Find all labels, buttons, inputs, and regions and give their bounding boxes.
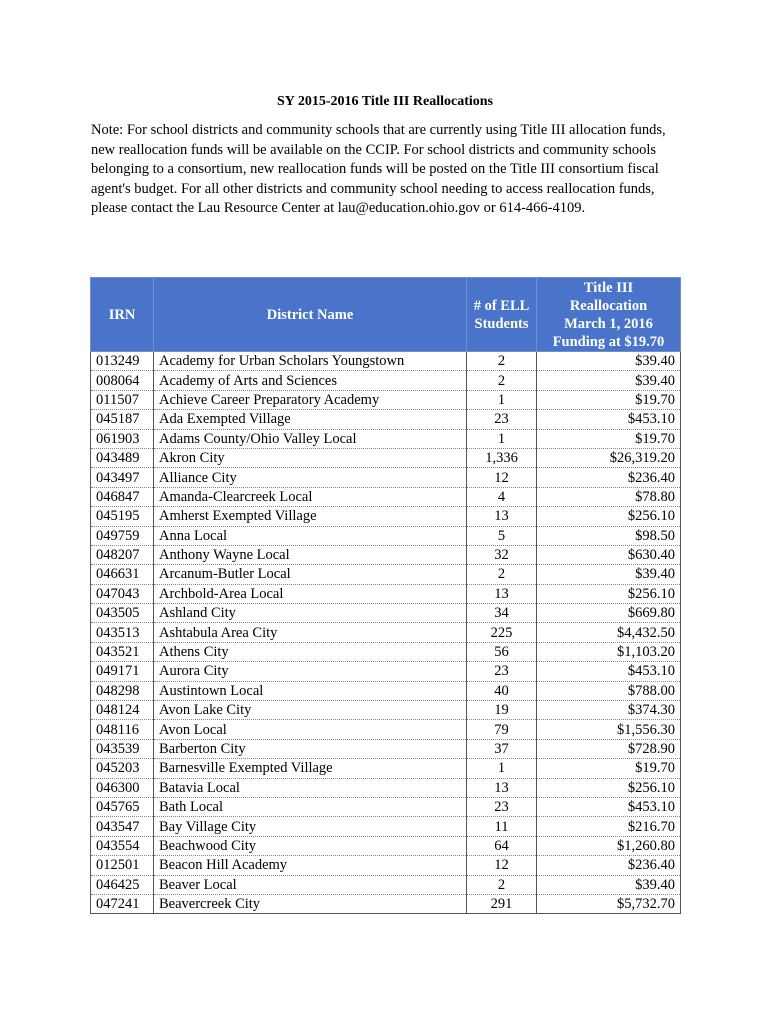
- cell-district-name: Ashtabula Area City: [154, 623, 467, 642]
- header-realloc-line-3: March 1, 2016: [564, 315, 653, 332]
- cell-irn: 011507: [91, 390, 154, 409]
- cell-reallocation-amount: $236.40: [537, 468, 681, 487]
- cell-ell-count: 79: [467, 720, 537, 739]
- cell-district-name: Achieve Career Preparatory Academy: [154, 390, 467, 409]
- cell-irn: 049171: [91, 662, 154, 681]
- cell-ell-count: 56: [467, 642, 537, 661]
- cell-ell-count: 37: [467, 739, 537, 758]
- cell-ell-count: 4: [467, 487, 537, 506]
- cell-ell-count: 23: [467, 410, 537, 429]
- table-row: [91, 797, 681, 816]
- cell-reallocation-amount: $256.10: [537, 584, 681, 603]
- cell-reallocation-amount: $1,103.20: [537, 642, 681, 661]
- page-title: SY 2015-2016 Title III Reallocations: [277, 94, 493, 109]
- cell-ell-count: 2: [467, 352, 537, 371]
- cell-reallocation-amount: $256.10: [537, 778, 681, 797]
- cell-district-name: Austintown Local: [154, 681, 467, 700]
- cell-ell-count: 1: [467, 390, 537, 409]
- table-row: [91, 856, 681, 875]
- cell-district-name: Alliance City: [154, 468, 467, 487]
- cell-irn: 046300: [91, 778, 154, 797]
- reallocations-table: [90, 277, 681, 914]
- cell-district-name: Archbold-Area Local: [154, 584, 467, 603]
- cell-reallocation-amount: $19.70: [537, 759, 681, 778]
- table-row: [91, 623, 681, 642]
- cell-ell-count: 19: [467, 701, 537, 720]
- cell-ell-count: 1: [467, 759, 537, 778]
- cell-district-name: Academy for Urban Scholars Youngstown: [154, 352, 467, 371]
- cell-district-name: Anna Local: [154, 526, 467, 545]
- cell-reallocation-amount: $728.90: [537, 739, 681, 758]
- cell-ell-count: 34: [467, 604, 537, 623]
- cell-irn: 061903: [91, 429, 154, 448]
- cell-irn: 043539: [91, 739, 154, 758]
- cell-irn: 043554: [91, 836, 154, 855]
- cell-district-name: Amherst Exempted Village: [154, 507, 467, 526]
- cell-district-name: Beaver Local: [154, 875, 467, 894]
- table-row: [91, 526, 681, 545]
- cell-reallocation-amount: $19.70: [537, 429, 681, 448]
- header-realloc-line-1: Title III: [583, 279, 634, 296]
- cell-district-name: Amanda-Clearcreek Local: [154, 487, 467, 506]
- cell-district-name: Batavia Local: [154, 778, 467, 797]
- header-irn: IRN: [91, 278, 154, 352]
- table-row: [91, 720, 681, 739]
- cell-district-name: Ashland City: [154, 604, 467, 623]
- cell-reallocation-amount: $630.40: [537, 545, 681, 564]
- cell-district-name: Athens City: [154, 642, 467, 661]
- cell-district-name: Anthony Wayne Local: [154, 545, 467, 564]
- table-row: [91, 662, 681, 681]
- cell-ell-count: 40: [467, 681, 537, 700]
- table-row: [91, 429, 681, 448]
- table-row: [91, 545, 681, 564]
- table-row: [91, 390, 681, 409]
- cell-reallocation-amount: $256.10: [537, 507, 681, 526]
- cell-reallocation-amount: $19.70: [537, 390, 681, 409]
- cell-reallocation-amount: $453.10: [537, 797, 681, 816]
- cell-irn: 045765: [91, 797, 154, 816]
- cell-ell-count: 291: [467, 894, 537, 913]
- table-row: [91, 584, 681, 603]
- cell-ell-count: 2: [467, 875, 537, 894]
- cell-reallocation-amount: $39.40: [537, 371, 681, 390]
- cell-ell-count: 11: [467, 817, 537, 836]
- cell-irn: 047241: [91, 894, 154, 913]
- header-reallocation: [537, 278, 681, 352]
- cell-district-name: Adams County/Ohio Valley Local: [154, 429, 467, 448]
- cell-reallocation-amount: $26,319.20: [537, 448, 681, 467]
- table-row: [91, 410, 681, 429]
- table-row: [91, 759, 681, 778]
- cell-irn: 008064: [91, 371, 154, 390]
- cell-reallocation-amount: $1,260.80: [537, 836, 681, 855]
- cell-district-name: Beavercreek City: [154, 894, 467, 913]
- cell-ell-count: 13: [467, 778, 537, 797]
- cell-irn: 043521: [91, 642, 154, 661]
- cell-reallocation-amount: $669.80: [537, 604, 681, 623]
- cell-ell-count: 5: [467, 526, 537, 545]
- cell-district-name: Aurora City: [154, 662, 467, 681]
- cell-district-name: Academy of Arts and Sciences: [154, 371, 467, 390]
- cell-irn: 043547: [91, 817, 154, 836]
- cell-irn: 045187: [91, 410, 154, 429]
- cell-ell-count: 2: [467, 565, 537, 584]
- table-row: [91, 448, 681, 467]
- cell-district-name: Avon Lake City: [154, 701, 467, 720]
- cell-irn: 043489: [91, 448, 154, 467]
- table-row: [91, 565, 681, 584]
- cell-irn: 049759: [91, 526, 154, 545]
- cell-district-name: Arcanum-Butler Local: [154, 565, 467, 584]
- header-district-name: District Name: [154, 278, 467, 352]
- cell-ell-count: 13: [467, 507, 537, 526]
- cell-ell-count: 32: [467, 545, 537, 564]
- cell-district-name: Barnesville Exempted Village: [154, 759, 467, 778]
- cell-ell-count: 64: [467, 836, 537, 855]
- header-ell-students: [467, 278, 537, 352]
- cell-reallocation-amount: $236.40: [537, 856, 681, 875]
- table-row: [91, 487, 681, 506]
- cell-irn: 043513: [91, 623, 154, 642]
- table-row: [91, 352, 681, 371]
- table-row: [91, 507, 681, 526]
- cell-reallocation-amount: $98.50: [537, 526, 681, 545]
- table-row: [91, 371, 681, 390]
- cell-irn: 046425: [91, 875, 154, 894]
- cell-irn: 046631: [91, 565, 154, 584]
- cell-irn: 043497: [91, 468, 154, 487]
- cell-irn: 047043: [91, 584, 154, 603]
- cell-irn: 043505: [91, 604, 154, 623]
- cell-district-name: Bath Local: [154, 797, 467, 816]
- cell-reallocation-amount: $374.30: [537, 701, 681, 720]
- cell-reallocation-amount: $453.10: [537, 662, 681, 681]
- table-row: [91, 894, 681, 913]
- note-paragraph: Note: For school districts and community schools that are currently using Title III allocation funds, new reallocation funds will be available on the CCIP. For school districts and community schools belonging to a consortium, new reallocation funds will be posted on the Title III consortium fiscal agent's budget. For all other districts and community school needing to access reallocation funds, please contact the Lau Resource Center at lau@education.ohio.gov or 614-466-4109.: [91, 122, 666, 216]
- table-row: [91, 875, 681, 894]
- cell-irn: 048124: [91, 701, 154, 720]
- cell-district-name: Akron City: [154, 448, 467, 467]
- table-header-row: [91, 278, 681, 352]
- cell-ell-count: 225: [467, 623, 537, 642]
- cell-district-name: Beachwood City: [154, 836, 467, 855]
- cell-district-name: Beacon Hill Academy: [154, 856, 467, 875]
- header-ell-line-1: # of ELL: [473, 297, 530, 314]
- table-row: [91, 817, 681, 836]
- cell-reallocation-amount: $1,556.30: [537, 720, 681, 739]
- cell-ell-count: 1: [467, 429, 537, 448]
- cell-reallocation-amount: $78.80: [537, 487, 681, 506]
- cell-irn: 045203: [91, 759, 154, 778]
- table-row: [91, 778, 681, 797]
- table-row: [91, 836, 681, 855]
- cell-ell-count: 23: [467, 797, 537, 816]
- header-ell-line-2: Students: [474, 315, 529, 332]
- cell-district-name: Ada Exempted Village: [154, 410, 467, 429]
- header-realloc-line-4: Funding at $19.70: [552, 333, 665, 350]
- cell-irn: 048298: [91, 681, 154, 700]
- cell-reallocation-amount: $39.40: [537, 352, 681, 371]
- table-row: [91, 642, 681, 661]
- table-row: [91, 701, 681, 720]
- cell-reallocation-amount: $39.40: [537, 875, 681, 894]
- cell-irn: 046847: [91, 487, 154, 506]
- cell-reallocation-amount: $453.10: [537, 410, 681, 429]
- cell-ell-count: 12: [467, 856, 537, 875]
- cell-ell-count: 2: [467, 371, 537, 390]
- cell-district-name: Bay Village City: [154, 817, 467, 836]
- cell-reallocation-amount: $216.70: [537, 817, 681, 836]
- cell-reallocation-amount: $39.40: [537, 565, 681, 584]
- cell-ell-count: 12: [467, 468, 537, 487]
- cell-reallocation-amount: $788.00: [537, 681, 681, 700]
- cell-irn: 048207: [91, 545, 154, 564]
- cell-ell-count: 13: [467, 584, 537, 603]
- cell-irn: 048116: [91, 720, 154, 739]
- table-row: [91, 739, 681, 758]
- cell-irn: 012501: [91, 856, 154, 875]
- table-row: [91, 681, 681, 700]
- cell-ell-count: 1,336: [467, 448, 537, 467]
- cell-reallocation-amount: $4,432.50: [537, 623, 681, 642]
- cell-district-name: Barberton City: [154, 739, 467, 758]
- cell-irn: 013249: [91, 352, 154, 371]
- cell-reallocation-amount: $5,732.70: [537, 894, 681, 913]
- cell-district-name: Avon Local: [154, 720, 467, 739]
- table-row: [91, 468, 681, 487]
- cell-irn: 045195: [91, 507, 154, 526]
- table-row: [91, 604, 681, 623]
- cell-ell-count: 23: [467, 662, 537, 681]
- header-realloc-line-2: Reallocation: [569, 297, 648, 314]
